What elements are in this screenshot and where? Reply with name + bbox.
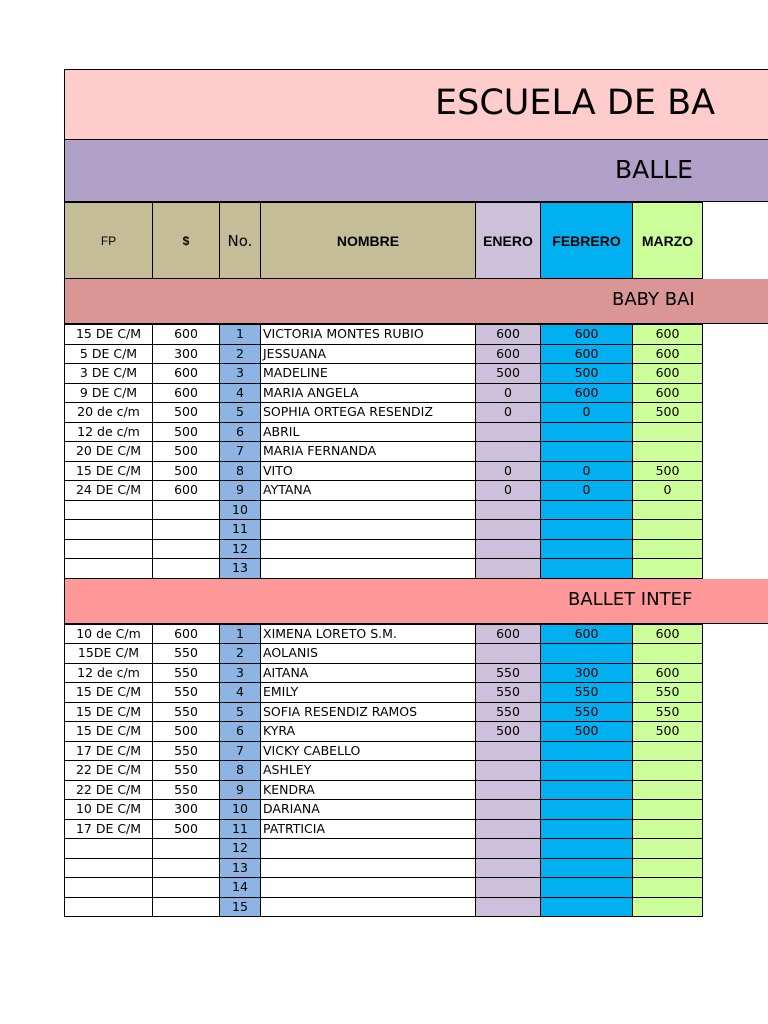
cell-number[interactable]: 11	[220, 819, 261, 839]
cell-enero[interactable]	[476, 539, 541, 559]
cell-fp[interactable]: 17 DE C/M	[65, 819, 153, 839]
header-row	[65, 203, 703, 279]
cell-fp[interactable]: 12 de c/m	[65, 422, 153, 442]
cell-number[interactable]: 5	[220, 403, 261, 423]
cell-number[interactable]: 12	[220, 839, 261, 859]
cell-marzo[interactable]	[633, 800, 703, 820]
table-row	[65, 663, 703, 683]
cell-febrero[interactable]	[541, 500, 633, 520]
cell-enero[interactable]	[476, 858, 541, 878]
cell-name[interactable]: MADELINE	[261, 364, 476, 384]
table-row	[65, 800, 703, 820]
cell-febrero[interactable]	[541, 780, 633, 800]
table-row	[65, 683, 703, 703]
cell-marzo[interactable]: 600	[633, 383, 703, 403]
cell-marzo[interactable]	[633, 839, 703, 859]
cell-number[interactable]: 13	[220, 559, 261, 579]
cell-amount[interactable]: 550	[153, 683, 220, 703]
cell-name[interactable]: SOPHIA ORTEGA RESENDIZ	[261, 403, 476, 423]
cell-enero[interactable]: 550	[476, 683, 541, 703]
cell-fp[interactable]: 10 de C/m	[65, 624, 153, 644]
cell-amount[interactable]: 500	[153, 819, 220, 839]
cell-name[interactable]: MARIA ANGELA	[261, 383, 476, 403]
cell-febrero[interactable]	[541, 819, 633, 839]
cell-number[interactable]: 8	[220, 761, 261, 781]
cell-amount[interactable]: 300	[153, 344, 220, 364]
cell-enero[interactable]	[476, 422, 541, 442]
cell-enero[interactable]: 600	[476, 325, 541, 345]
cell-fp[interactable]: 12 de c/m	[65, 663, 153, 683]
cell-fp[interactable]	[65, 539, 153, 559]
cell-amount[interactable]: 550	[153, 644, 220, 664]
cell-fp[interactable]	[65, 839, 153, 859]
table-row	[65, 878, 703, 898]
cell-febrero[interactable]: 0	[541, 461, 633, 481]
table-row	[65, 442, 703, 462]
cell-name[interactable]	[261, 839, 476, 859]
cell-enero[interactable]	[476, 442, 541, 462]
cell-enero[interactable]	[476, 819, 541, 839]
cell-fp[interactable]: 20 DE C/M	[65, 442, 153, 462]
cell-febrero[interactable]	[541, 897, 633, 917]
table-row	[65, 624, 703, 644]
cell-name[interactable]: AYTANA	[261, 481, 476, 501]
cell-fp[interactable]: 10 DE C/M	[65, 800, 153, 820]
cell-name[interactable]: SOFIA RESENDIZ RAMOS	[261, 702, 476, 722]
table-row	[65, 403, 703, 423]
cell-marzo[interactable]	[633, 761, 703, 781]
cell-febrero[interactable]	[541, 422, 633, 442]
cell-marzo[interactable]	[633, 442, 703, 462]
cell-amount[interactable]	[153, 839, 220, 859]
cell-number[interactable]: 3	[220, 663, 261, 683]
cell-number[interactable]: 4	[220, 683, 261, 703]
cell-febrero[interactable]: 550	[541, 683, 633, 703]
cell-name[interactable]	[261, 520, 476, 540]
cell-marzo[interactable]: 500	[633, 722, 703, 742]
cell-febrero[interactable]: 500	[541, 364, 633, 384]
cell-fp[interactable]: 15 DE C/M	[65, 683, 153, 703]
cell-amount[interactable]	[153, 559, 220, 579]
cell-amount[interactable]	[153, 858, 220, 878]
cell-enero[interactable]	[476, 559, 541, 579]
table-row	[65, 702, 703, 722]
table-row	[65, 741, 703, 761]
table-row	[65, 344, 703, 364]
cell-febrero[interactable]	[541, 539, 633, 559]
cell-amount[interactable]	[153, 520, 220, 540]
table-row	[65, 819, 703, 839]
cell-enero[interactable]: 550	[476, 702, 541, 722]
spreadsheet	[64, 69, 768, 917]
cell-amount[interactable]: 600	[153, 383, 220, 403]
cell-enero[interactable]: 0	[476, 403, 541, 423]
cell-name[interactable]	[261, 878, 476, 898]
cell-febrero[interactable]	[541, 644, 633, 664]
cell-enero[interactable]: 0	[476, 383, 541, 403]
cell-marzo[interactable]	[633, 780, 703, 800]
cell-number[interactable]: 4	[220, 383, 261, 403]
cell-fp[interactable]: 15 DE C/M	[65, 461, 153, 481]
cell-name[interactable]	[261, 559, 476, 579]
cell-fp[interactable]: 22 DE C/M	[65, 761, 153, 781]
header-table	[64, 202, 703, 279]
section-label: BABY BAI	[612, 289, 695, 310]
cell-enero[interactable]: 500	[476, 722, 541, 742]
table-row	[65, 539, 703, 559]
cell-name[interactable]: VICTORIA MONTES RUBIO	[261, 325, 476, 345]
cell-febrero[interactable]: 600	[541, 383, 633, 403]
cell-number[interactable]: 10	[220, 500, 261, 520]
cell-fp[interactable]	[65, 897, 153, 917]
students-table-intermedio	[64, 624, 703, 918]
ballet-subtitle-cell[interactable]	[64, 140, 768, 202]
cell-amount[interactable]: 500	[153, 722, 220, 742]
cell-amount[interactable]: 500	[153, 403, 220, 423]
cell-marzo[interactable]	[633, 539, 703, 559]
header-number[interactable]: No.	[220, 203, 261, 279]
cell-number[interactable]: 5	[220, 702, 261, 722]
cell-febrero[interactable]: 600	[541, 624, 633, 644]
cell-febrero[interactable]	[541, 741, 633, 761]
cell-enero[interactable]	[476, 878, 541, 898]
table-row	[65, 780, 703, 800]
cell-febrero[interactable]: 300	[541, 663, 633, 683]
cell-name[interactable]: ASHLEY	[261, 761, 476, 781]
cell-febrero[interactable]	[541, 839, 633, 859]
cell-number[interactable]: 15	[220, 897, 261, 917]
cell-fp[interactable]	[65, 858, 153, 878]
cell-fp[interactable]: 15 DE C/M	[65, 722, 153, 742]
cell-name[interactable]: VICKY CABELLO	[261, 741, 476, 761]
cell-amount[interactable]: 550	[153, 780, 220, 800]
cell-enero[interactable]: 550	[476, 663, 541, 683]
cell-name[interactable]: KYRA	[261, 722, 476, 742]
table-row	[65, 520, 703, 540]
cell-fp[interactable]: 15 DE C/M	[65, 325, 153, 345]
cell-enero[interactable]	[476, 520, 541, 540]
cell-marzo[interactable]	[633, 500, 703, 520]
cell-marzo[interactable]	[633, 644, 703, 664]
cell-febrero[interactable]: 0	[541, 403, 633, 423]
cell-amount[interactable]	[153, 500, 220, 520]
cell-amount[interactable]: 600	[153, 481, 220, 501]
cell-number[interactable]: 10	[220, 800, 261, 820]
cell-febrero[interactable]: 550	[541, 702, 633, 722]
cell-fp[interactable]: 24 DE C/M	[65, 481, 153, 501]
cell-name[interactable]: EMILY	[261, 683, 476, 703]
cell-febrero[interactable]: 500	[541, 722, 633, 742]
table-row	[65, 644, 703, 664]
cell-fp[interactable]: 15DE C/M	[65, 644, 153, 664]
header-marzo[interactable]: MARZO	[633, 203, 703, 279]
table-row	[65, 383, 703, 403]
cell-enero[interactable]: 0	[476, 481, 541, 501]
cell-amount[interactable]: 500	[153, 422, 220, 442]
table-row	[65, 500, 703, 520]
cell-fp[interactable]: 3 DE C/M	[65, 364, 153, 384]
cell-name[interactable]: PATRTICIA	[261, 819, 476, 839]
cell-amount[interactable]	[153, 897, 220, 917]
cell-name[interactable]	[261, 897, 476, 917]
cell-enero[interactable]	[476, 897, 541, 917]
cell-amount[interactable]	[153, 878, 220, 898]
ballet-subtitle: BALLE	[615, 155, 693, 184]
section-label: BALLET INTEF	[568, 588, 693, 610]
cell-number[interactable]: 7	[220, 442, 261, 462]
cell-amount[interactable]: 550	[153, 741, 220, 761]
cell-marzo[interactable]: 500	[633, 403, 703, 423]
cell-number[interactable]: 1	[220, 325, 261, 345]
cell-name[interactable]: AOLANIS	[261, 644, 476, 664]
cell-febrero[interactable]: 600	[541, 344, 633, 364]
header-amount[interactable]: $	[153, 203, 220, 279]
cell-marzo[interactable]: 600	[633, 364, 703, 384]
cell-febrero[interactable]	[541, 520, 633, 540]
cell-name[interactable]: VITO	[261, 461, 476, 481]
cell-amount[interactable]	[153, 539, 220, 559]
cell-amount[interactable]: 600	[153, 325, 220, 345]
cell-name[interactable]	[261, 858, 476, 878]
cell-enero[interactable]	[476, 780, 541, 800]
cell-number[interactable]: 11	[220, 520, 261, 540]
cell-fp[interactable]: 22 DE C/M	[65, 780, 153, 800]
cell-name[interactable]: XIMENA LORETO S.M.	[261, 624, 476, 644]
table-row	[65, 839, 703, 859]
cell-name[interactable]: ABRIL	[261, 422, 476, 442]
cell-marzo[interactable]	[633, 741, 703, 761]
header-fp[interactable]: FP	[65, 203, 153, 279]
cell-number[interactable]: 7	[220, 741, 261, 761]
cell-name[interactable]: MARIA FERNANDA	[261, 442, 476, 462]
cell-enero[interactable]	[476, 644, 541, 664]
cell-fp[interactable]	[65, 500, 153, 520]
cell-enero[interactable]	[476, 800, 541, 820]
cell-marzo[interactable]: 600	[633, 325, 703, 345]
cell-amount[interactable]: 550	[153, 761, 220, 781]
cell-enero[interactable]: 600	[476, 344, 541, 364]
cell-febrero[interactable]: 0	[541, 481, 633, 501]
cell-number[interactable]: 8	[220, 461, 261, 481]
cell-name[interactable]: AITANA	[261, 663, 476, 683]
cell-enero[interactable]: 600	[476, 624, 541, 644]
cell-number[interactable]: 9	[220, 481, 261, 501]
cell-fp[interactable]: 5 DE C/M	[65, 344, 153, 364]
cell-febrero[interactable]	[541, 858, 633, 878]
cell-fp[interactable]: 15 DE C/M	[65, 702, 153, 722]
cell-marzo[interactable]	[633, 878, 703, 898]
cell-marzo[interactable]	[633, 520, 703, 540]
table-row	[65, 761, 703, 781]
table-row	[65, 722, 703, 742]
cell-marzo[interactable]: 600	[633, 663, 703, 683]
cell-marzo[interactable]: 500	[633, 461, 703, 481]
cell-number[interactable]: 2	[220, 344, 261, 364]
cell-fp[interactable]: 9 DE C/M	[65, 383, 153, 403]
cell-marzo[interactable]: 600	[633, 344, 703, 364]
students-table-baby	[64, 324, 703, 579]
table-row	[65, 481, 703, 501]
cell-fp[interactable]	[65, 559, 153, 579]
cell-number[interactable]: 14	[220, 878, 261, 898]
cell-febrero[interactable]	[541, 442, 633, 462]
cell-amount[interactable]: 600	[153, 624, 220, 644]
cell-number[interactable]: 9	[220, 780, 261, 800]
header-febrero[interactable]: FEBRERO	[541, 203, 633, 279]
header-name[interactable]: NOMBRE	[261, 203, 476, 279]
cell-amount[interactable]: 500	[153, 442, 220, 462]
table-row	[65, 858, 703, 878]
cell-fp[interactable]	[65, 878, 153, 898]
section-header-baby-ballet[interactable]	[64, 279, 768, 324]
cell-amount[interactable]: 550	[153, 702, 220, 722]
cell-marzo[interactable]	[633, 819, 703, 839]
cell-marzo[interactable]: 0	[633, 481, 703, 501]
cell-febrero[interactable]	[541, 761, 633, 781]
cell-number[interactable]: 12	[220, 539, 261, 559]
cell-number[interactable]: 1	[220, 624, 261, 644]
cell-fp[interactable]	[65, 520, 153, 540]
cell-enero[interactable]	[476, 839, 541, 859]
table-row	[65, 325, 703, 345]
cell-marzo[interactable]	[633, 897, 703, 917]
cell-number[interactable]: 3	[220, 364, 261, 384]
cell-marzo[interactable]	[633, 422, 703, 442]
cell-febrero[interactable]	[541, 878, 633, 898]
cell-amount[interactable]: 500	[153, 461, 220, 481]
cell-febrero[interactable]: 600	[541, 325, 633, 345]
table-row	[65, 559, 703, 579]
cell-amount[interactable]: 300	[153, 800, 220, 820]
cell-enero[interactable]	[476, 741, 541, 761]
cell-amount[interactable]: 600	[153, 364, 220, 384]
cell-name[interactable]	[261, 539, 476, 559]
cell-name[interactable]: KENDRA	[261, 780, 476, 800]
table-row	[65, 897, 703, 917]
cell-number[interactable]: 6	[220, 722, 261, 742]
cell-marzo[interactable]: 550	[633, 702, 703, 722]
table-row	[65, 364, 703, 384]
cell-febrero[interactable]	[541, 800, 633, 820]
cell-febrero[interactable]	[541, 559, 633, 579]
table-row	[65, 422, 703, 442]
cell-name[interactable]: JESSUANA	[261, 344, 476, 364]
cell-marzo[interactable]	[633, 858, 703, 878]
school-title: ESCUELA DE BA	[435, 83, 716, 123]
cell-marzo[interactable]: 550	[633, 683, 703, 703]
section-header-ballet-intermedio[interactable]	[64, 579, 768, 624]
school-title-cell[interactable]	[64, 69, 768, 140]
cell-number[interactable]: 13	[220, 858, 261, 878]
table-row	[65, 461, 703, 481]
cell-fp[interactable]: 20 de c/m	[65, 403, 153, 423]
cell-number[interactable]: 6	[220, 422, 261, 442]
cell-name[interactable]	[261, 500, 476, 520]
header-enero[interactable]: ENERO	[476, 203, 541, 279]
cell-enero[interactable]	[476, 761, 541, 781]
cell-fp[interactable]: 17 DE C/M	[65, 741, 153, 761]
cell-marzo[interactable]	[633, 559, 703, 579]
cell-number[interactable]: 2	[220, 644, 261, 664]
cell-marzo[interactable]: 600	[633, 624, 703, 644]
cell-enero[interactable]: 0	[476, 461, 541, 481]
cell-amount[interactable]: 550	[153, 663, 220, 683]
cell-enero[interactable]: 500	[476, 364, 541, 384]
cell-name[interactable]: DARIANA	[261, 800, 476, 820]
cell-enero[interactable]	[476, 500, 541, 520]
